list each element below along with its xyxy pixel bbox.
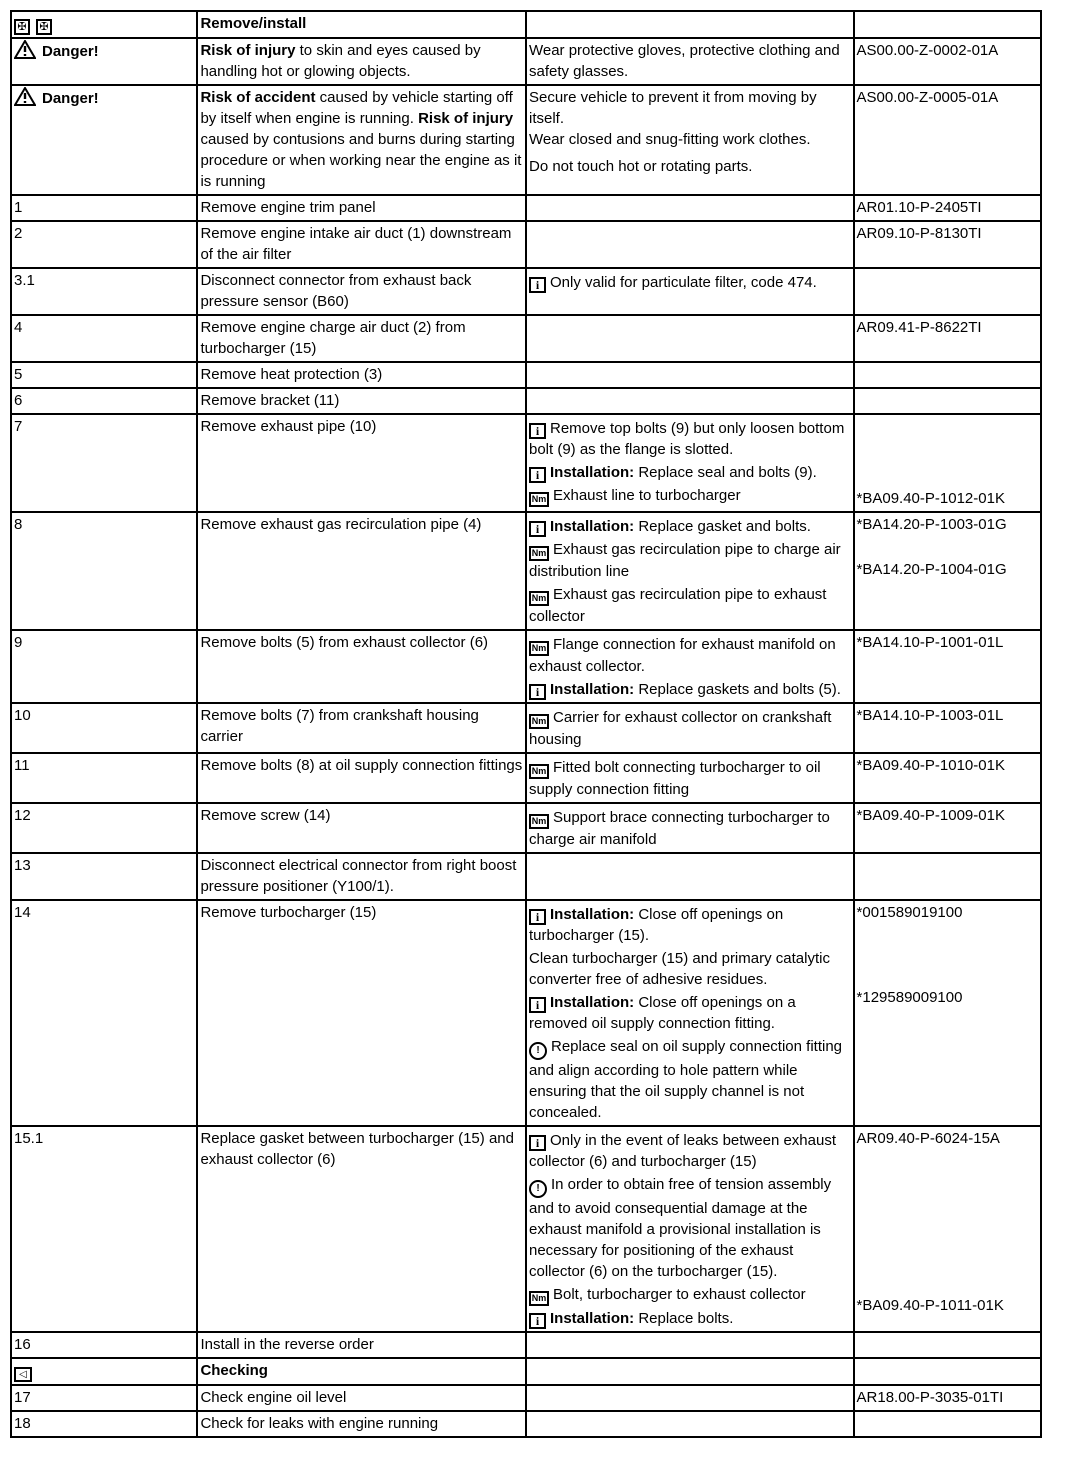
note-text: Carrier for exhaust collector on crankshaft housing: [528, 709, 832, 748]
checking-title: Checking: [197, 1358, 526, 1385]
danger-risk-text: [197, 38, 526, 85]
note-line: [529, 904, 851, 946]
note-line: [529, 634, 851, 677]
danger-label: Danger!: [42, 90, 99, 107]
step-number: 6: [11, 388, 197, 414]
header-icons: [11, 11, 197, 38]
step-notes: [526, 630, 854, 703]
step-row: [11, 900, 1041, 1126]
step-notes: [526, 362, 854, 388]
note-text: Flange connection for exhaust manifold on exhaust collector.: [528, 636, 836, 675]
note-text: Only valid for particulate filter, code 474.: [549, 274, 817, 291]
note-text: Replace seal and bolts (9).: [638, 464, 817, 481]
note-line: [529, 757, 851, 800]
note-line: [529, 462, 851, 483]
step-refs: [854, 900, 1041, 1126]
step-number: 16: [11, 1332, 197, 1358]
step-row: [11, 803, 1041, 853]
step-refs: [854, 362, 1041, 388]
step-notes: [526, 853, 854, 900]
step-action: Remove bolts (8) at oil supply connection fittings: [197, 753, 526, 803]
step-row: [11, 315, 1041, 362]
install-label: Installation:: [549, 994, 635, 1011]
step-refs: [854, 268, 1041, 315]
install-label: Installation:: [549, 464, 635, 481]
note-text: Fitted bolt connecting turbocharger to oil supply connection fitting: [528, 759, 821, 798]
note-line: [529, 1174, 851, 1282]
step-action: Install in the reverse order: [197, 1332, 526, 1358]
measure-text: Wear closed and snug-fitting work clothes.: [528, 131, 811, 148]
step-notes: [526, 195, 854, 221]
step-notes: [526, 388, 854, 414]
torque-nm-icon: Nm: [529, 814, 549, 829]
step-number: 3.1: [11, 268, 197, 315]
step-action: Remove bolts (7) from crankshaft housing carrier: [197, 703, 526, 753]
ref-code: *BA09.40-P-1010-01K: [856, 757, 1005, 774]
torque-nm-icon: Nm: [529, 714, 549, 729]
step-row: [11, 268, 1041, 315]
note-line: [529, 1284, 851, 1306]
danger-measures: [526, 38, 854, 85]
procedure-table-body: [11, 11, 1041, 1437]
risk-text: caused by contusions and burns during starting procedure or when working near the engine as it is running: [200, 131, 522, 190]
checking-step-row: [11, 1385, 1041, 1411]
step-refs: [854, 703, 1041, 753]
torque-nm-icon: Nm: [529, 546, 549, 561]
empty-cell: [526, 1358, 854, 1385]
danger-row: [11, 85, 1041, 195]
step-number: 17: [11, 1385, 197, 1411]
step-notes: [526, 900, 854, 1126]
info-icon: i: [529, 277, 546, 293]
note-text: Exhaust gas recirculation pipe to exhaust collector: [528, 586, 827, 625]
step-row: [11, 414, 1041, 512]
step-number: 5: [11, 362, 197, 388]
risk-text: to skin and eyes caused by handling hot or glowing objects.: [200, 42, 481, 80]
step-row: [11, 630, 1041, 703]
ref-code: *BA09.40-P-1009-01K: [856, 807, 1005, 824]
header-empty: [526, 11, 854, 38]
danger-row: [11, 38, 1041, 85]
step-notes: [526, 703, 854, 753]
risk-text: caused by vehicle starting off by itself when engine is running.: [200, 89, 513, 127]
note-text: Clean turbocharger (15) and primary catalytic converter free of adhesive residues.: [528, 950, 830, 988]
step-action: Check engine oil level: [197, 1385, 526, 1411]
ref-code: *129589009100: [856, 989, 963, 1006]
ref-code: AR01.10-P-2405TI: [856, 199, 982, 216]
torque-nm-icon: Nm: [529, 1291, 549, 1306]
info-icon: i: [529, 1135, 546, 1151]
note-line: [529, 948, 851, 990]
step-action: Disconnect electrical connector from right boost pressure positioner (Y100/1).: [197, 853, 526, 900]
measure-text: Wear protective gloves, protective clothing and safety glasses.: [528, 42, 840, 80]
step-action: Remove engine intake air duct (1) downstream of the air filter: [197, 221, 526, 268]
note-line: [529, 516, 851, 537]
info-icon: i: [529, 423, 546, 439]
step-refs: [854, 512, 1041, 630]
info-icon: i: [529, 1313, 546, 1329]
tool-icon: ✠: [14, 19, 30, 35]
step-refs: [854, 853, 1041, 900]
step-notes: [526, 753, 854, 803]
step-notes: [526, 268, 854, 315]
note-text: Only in the event of leaks between exhaust collector (6) and turbocharger (15): [528, 1132, 836, 1170]
step-action: Replace gasket between turbocharger (15) and exhaust collector (6): [197, 1126, 526, 1332]
ref-code: AR09.41-P-8622TI: [856, 319, 982, 336]
info-icon: i: [529, 467, 546, 483]
step-action: Remove screw (14): [197, 803, 526, 853]
step-action: Remove heat protection (3): [197, 362, 526, 388]
step-refs: [854, 1411, 1041, 1437]
info-icon: i: [529, 909, 546, 925]
tool-icon: ✠: [36, 19, 52, 35]
step-refs: [854, 753, 1041, 803]
step-refs: [854, 630, 1041, 703]
step-number: 13: [11, 853, 197, 900]
step-notes: [526, 1385, 854, 1411]
note-text: Exhaust line to turbocharger: [552, 487, 741, 504]
checking-step-row: [11, 1411, 1041, 1437]
step-row: [11, 853, 1041, 900]
step-notes: [526, 414, 854, 512]
note-text: Replace seal on oil supply connection fitting and align according to hole pattern while ensuring that the oil supply channel is not concealed.: [528, 1038, 842, 1121]
step-refs: [854, 195, 1041, 221]
step-notes: [526, 1126, 854, 1332]
step-notes: [526, 1411, 854, 1437]
step-notes: [526, 221, 854, 268]
warning-triangle-icon: [14, 40, 36, 59]
step-row: [11, 703, 1041, 753]
step-number: 1: [11, 195, 197, 221]
note-line: [529, 1036, 851, 1123]
note-line: [529, 539, 851, 582]
step-row: [11, 195, 1041, 221]
note-line: [529, 992, 851, 1034]
note-line: [529, 584, 851, 627]
note-text: Remove top bolts (9) but only loosen bottom bolt (9) as the flange is slotted.: [528, 420, 845, 458]
torque-nm-icon: Nm: [529, 591, 549, 606]
ref-code: *BA09.40-P-1012-01K: [856, 490, 1005, 507]
step-refs: [854, 388, 1041, 414]
risk-bold: Risk of injury: [418, 110, 514, 127]
install-label: Installation:: [549, 906, 635, 923]
step-number: 8: [11, 512, 197, 630]
step-number: 4: [11, 315, 197, 362]
step-row: [11, 753, 1041, 803]
install-label: Installation:: [549, 518, 635, 535]
note-line: [529, 707, 851, 750]
note-line: [529, 418, 851, 460]
step-action: Remove bolts (5) from exhaust collector (6): [197, 630, 526, 703]
info-icon: i: [529, 684, 546, 700]
risk-bold: Risk of injury: [200, 42, 296, 59]
header-title: Remove/install: [197, 11, 526, 38]
step-row: [11, 388, 1041, 414]
step-row: [11, 1126, 1041, 1332]
step-notes: [526, 315, 854, 362]
danger-ref: AS00.00-Z-0005-01A: [854, 85, 1041, 195]
step-row: [11, 221, 1041, 268]
step-refs: [854, 1126, 1041, 1332]
ref-code: *BA14.10-P-1003-01L: [856, 707, 1004, 724]
note-text: Replace gasket and bolts.: [638, 518, 811, 535]
step-number: 12: [11, 803, 197, 853]
ref-code: *BA14.20-P-1003-01G: [856, 516, 1007, 533]
step-refs: [854, 414, 1041, 512]
note-line: [529, 272, 851, 293]
step-row: [11, 1332, 1041, 1358]
danger-ref: AS00.00-Z-0002-01A: [854, 38, 1041, 85]
note-line: [529, 485, 851, 507]
note-line: [529, 1130, 851, 1172]
checking-header-row: [11, 1358, 1041, 1385]
ref-code: AR09.40-P-6024-15A: [856, 1130, 1000, 1147]
step-number: 15.1: [11, 1126, 197, 1332]
ref-code: AR09.10-P-8130TI: [856, 225, 982, 242]
danger-risk-text: [197, 85, 526, 195]
note-text: Close off openings on a removed oil supply connection fitting.: [528, 994, 796, 1032]
header-row: [11, 11, 1041, 38]
step-refs: [854, 221, 1041, 268]
note-icon: !: [529, 1180, 547, 1198]
step-notes: [526, 803, 854, 853]
step-notes: [526, 1332, 854, 1358]
danger-label-cell: [11, 38, 197, 85]
step-number: 9: [11, 630, 197, 703]
step-action: Remove turbocharger (15): [197, 900, 526, 1126]
step-action: Check for leaks with engine running: [197, 1411, 526, 1437]
ref-code: *001589019100: [856, 904, 963, 921]
note-text: Close off openings on turbocharger (15).: [528, 906, 784, 944]
risk-bold: Risk of accident: [200, 89, 316, 106]
torque-nm-icon: Nm: [529, 492, 549, 507]
step-action: Remove engine trim panel: [197, 195, 526, 221]
step-number: 2: [11, 221, 197, 268]
info-icon: i: [529, 997, 546, 1013]
step-refs: [854, 315, 1041, 362]
note-line: [529, 807, 851, 850]
step-row: [11, 362, 1041, 388]
checking-icon: ◁: [14, 1367, 32, 1382]
note-text: Bolt, turbocharger to exhaust collector: [552, 1286, 806, 1303]
danger-label-cell: [11, 85, 197, 195]
empty-cell: [854, 1358, 1041, 1385]
checking-icon-cell: [11, 1358, 197, 1385]
step-number: 18: [11, 1411, 197, 1437]
note-line: [529, 1308, 851, 1329]
install-label: Installation:: [549, 1310, 635, 1327]
danger-label: Danger!: [42, 43, 99, 60]
info-icon: i: [529, 521, 546, 537]
step-refs: AR18.00-P-3035-01TI: [854, 1385, 1041, 1411]
step-refs: [854, 1332, 1041, 1358]
step-number: 14: [11, 900, 197, 1126]
step-number: 7: [11, 414, 197, 512]
step-action: Remove bracket (11): [197, 388, 526, 414]
note-text: Support brace connecting turbocharger to charge air manifold: [528, 809, 830, 848]
ref-code: *BA09.40-P-1011-01K: [856, 1297, 1004, 1314]
ref-code: *BA14.10-P-1001-01L: [856, 634, 1004, 651]
note-text: Replace bolts.: [638, 1310, 734, 1327]
header-empty: [854, 11, 1041, 38]
note-text: In order to obtain free of tension assembly and to avoid consequential damage at the exhaust manifold a provisional installation is necessary for positioning of the exhaust collector (6) on the turbocharger (15).: [528, 1176, 832, 1280]
torque-nm-icon: Nm: [529, 641, 549, 656]
step-number: 10: [11, 703, 197, 753]
step-row: [11, 512, 1041, 630]
note-text: Replace gaskets and bolts (5).: [638, 681, 841, 698]
install-label: Installation:: [549, 681, 635, 698]
note-text: Exhaust gas recirculation pipe to charge air distribution line: [528, 541, 841, 580]
torque-nm-icon: Nm: [529, 764, 549, 779]
procedure-table: [10, 10, 1042, 1438]
step-action: Remove exhaust pipe (10): [197, 414, 526, 512]
note-line: [529, 679, 851, 700]
step-notes: [526, 512, 854, 630]
ref-code: *BA14.20-P-1004-01G: [856, 561, 1007, 578]
danger-measures: [526, 85, 854, 195]
step-action: Remove exhaust gas recirculation pipe (4): [197, 512, 526, 630]
warning-triangle-icon: [14, 87, 36, 106]
note-icon: !: [529, 1042, 547, 1060]
measure-text: Do not touch hot or rotating parts.: [528, 158, 753, 175]
measure-text: Secure vehicle to prevent it from moving by itself.: [528, 89, 817, 127]
step-refs: [854, 803, 1041, 853]
step-action: Disconnect connector from exhaust back pressure sensor (B60): [197, 268, 526, 315]
step-action: Remove engine charge air duct (2) from turbocharger (15): [197, 315, 526, 362]
step-number: 11: [11, 753, 197, 803]
